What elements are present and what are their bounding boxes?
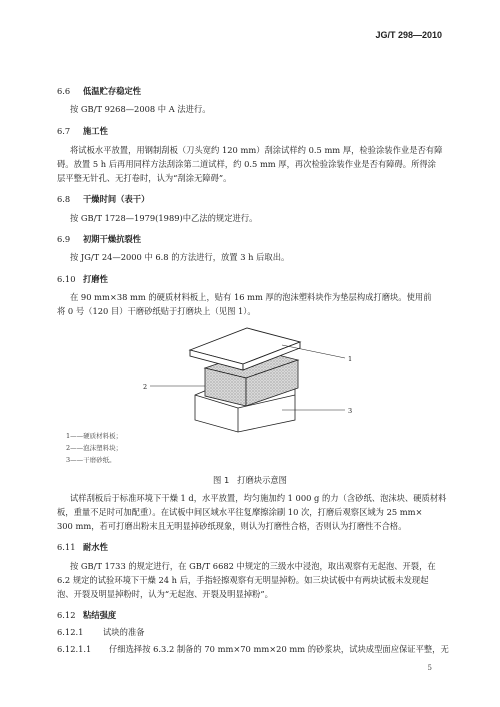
section-number: 6.12.1.1 — [57, 644, 92, 654]
standard-code-header: JG/T 298—2010 — [375, 30, 442, 40]
section-6-7-line-1: 将试板水平放置，用钢制刮板（刀头宽约 120 mm）刮涂试样约 0.5 mm 厚，检验涂装作业是否有障 — [70, 145, 443, 155]
section-6-8-body: 按 GB/T 1728—1979(1989)中乙法的规定进行。 — [70, 213, 258, 223]
section-6-12-heading — [57, 610, 116, 621]
section-6-9-body: 按 JG/T 24—2000 中 6.8 的方法进行，放置 3 h 后取出。 — [70, 252, 290, 262]
section-title: 耐水性 — [83, 542, 108, 552]
test-procedure-line-2: 板，重量不足时可加配重）。在试板中间区域水平往复摩擦涂刷 10 次，打磨后观察区域为 25 mm× — [57, 507, 423, 517]
figure-caption — [0, 474, 500, 486]
figure-legend-2: 2——泡沫塑料块； — [66, 444, 123, 452]
figure-number: 图 1 — [213, 475, 230, 485]
section-number: 6.6 — [57, 86, 71, 96]
section-6-6-body: 按 GB/T 9268—2008 中 A 法进行。 — [70, 104, 211, 114]
section-title: 干燥时间（表干） — [83, 194, 150, 204]
section-title: 施工性 — [83, 126, 108, 136]
section-title: 打磨性 — [83, 274, 108, 284]
section-number: 6.11 — [57, 542, 76, 552]
section-title: 低温贮存稳定性 — [83, 86, 142, 96]
section-6-12-1-heading — [57, 627, 145, 638]
figure-legend-3: 3——干磨砂纸。 — [66, 456, 116, 464]
section-title: 试块的准备 — [103, 627, 145, 637]
section-6-12-1-1 — [57, 644, 449, 655]
section-title: 粘结强度 — [83, 610, 117, 620]
section-body: 仔细选择按 6.3.2 制备的 70 mm×70 mm×20 mm 的砂浆块，试块成型面应保证平整，无 — [109, 644, 449, 654]
section-6-11-line-2: 6.2 规定的试验环境下干燥 24 h 后，手指轻擦观察有无明显掉粉。如三块试板中有两块试板未发现起 — [57, 575, 429, 585]
section-title: 初期干燥抗裂性 — [83, 234, 142, 244]
section-6-11-line-3: 泡、开裂及明显掉粉时，认为“无起泡、开裂及明显掉粉”。 — [57, 589, 273, 599]
callout-1: 1 — [348, 355, 353, 363]
section-6-7-line-3: 层平整无针孔、无打卷时，认为“刮涂无障碍”。 — [57, 173, 232, 183]
section-number: 6.9 — [57, 234, 71, 244]
section-6-11-heading — [57, 542, 108, 553]
section-number: 6.7 — [57, 126, 71, 136]
section-6-10-line-2: 将 0 号（120 目）干磨砂纸贴于打磨块上（见图 1）。 — [57, 306, 256, 316]
section-6-7-line-2: 碍。放置 5 h 后再用同样方法刮涂第二道试样，约 0.5 mm 厚，再次检验涂装作业是否有障碍。所得涂 — [57, 159, 436, 169]
section-6-10-line-1: 在 90 mm×38 mm 的硬质材料板上，贴有 16 mm 厚的泡沫塑料块作为垫层构成打磨块。使用前 — [70, 292, 432, 302]
section-number: 6.8 — [57, 194, 71, 204]
figure-title: 打磨块示意图 — [237, 475, 287, 485]
callout-3: 3 — [348, 407, 353, 415]
section-number: 6.12 — [57, 610, 76, 620]
section-number: 6.10 — [57, 274, 76, 284]
section-number: 6.12.1 — [57, 627, 84, 637]
section-6-11-line-1: 按 GB/T 1733 的规定进行，在 GB/T 6682 中规定的三级水中浸泡，取出观察有无起泡、开裂，在 — [70, 561, 436, 571]
callout-2: 2 — [143, 383, 148, 391]
page-number: 5 — [427, 664, 432, 672]
test-procedure-line-1: 试样刮板后于标准环境下干燥 1 d，水平放置，均匀施加约 1 000 g 的力（含砂纸、泡沫块、硬质材料 — [70, 493, 447, 503]
figure-legend-1: 1——硬质材料板； — [66, 432, 123, 440]
test-procedure-line-3: 300 mm，若可打磨出粉末且无明显掉砂纸现象，则认为打磨性合格，否则认为打磨性不合格。 — [57, 521, 407, 531]
